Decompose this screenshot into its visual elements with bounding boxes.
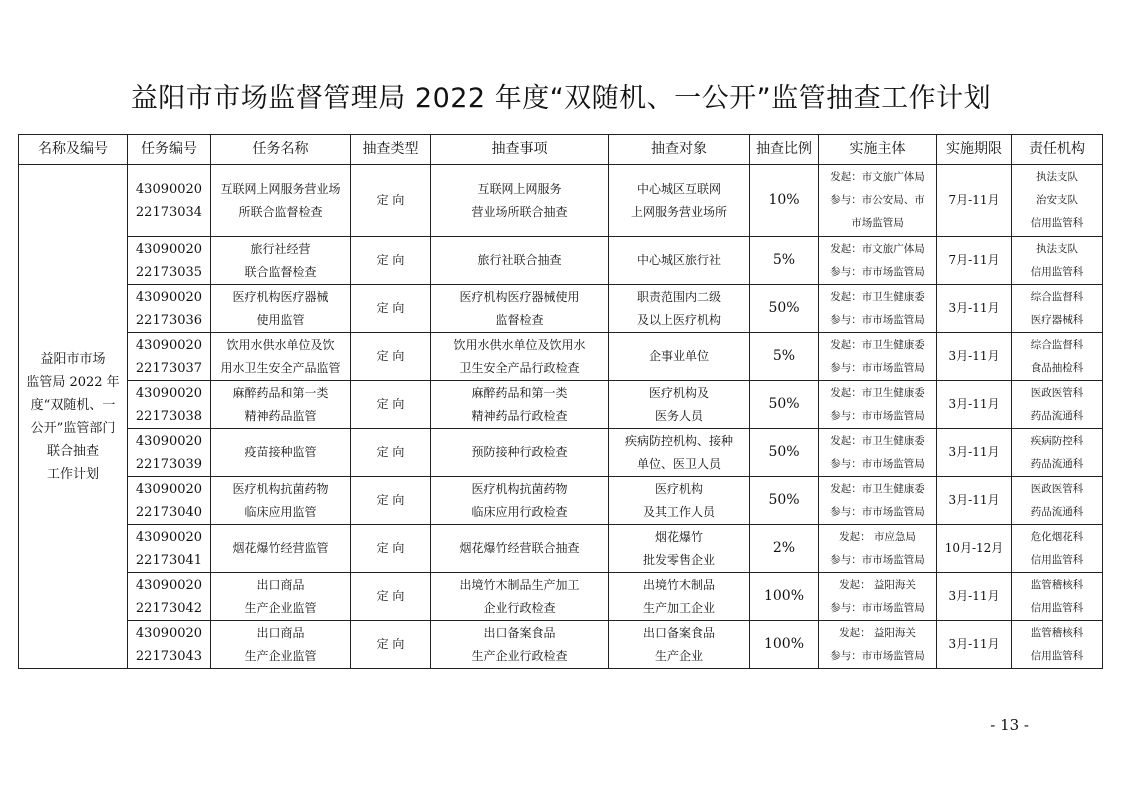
group-name-line: 监管局 2022 年: [26, 374, 120, 390]
header-cell: 实施期限: [937, 135, 1012, 165]
inspection-ratio-cell: 100%: [750, 573, 819, 621]
implementation-period-cell: 3月-11月: [937, 621, 1012, 669]
page-number: - 13 -: [990, 716, 1029, 734]
cell-line: 疫苗接种监管: [244, 445, 317, 459]
cell-line: 上网服务营业场所: [630, 204, 727, 219]
inspection-plan-table: [18, 134, 1103, 669]
table-row: [19, 573, 1103, 621]
implementation-period-cell: 3月-11月: [937, 381, 1012, 429]
cell-line: 参与：市市场监管局: [830, 553, 925, 566]
task-code-cell: [128, 381, 211, 429]
implementing-body-cell: [819, 525, 937, 573]
implementing-body-cell: [819, 237, 937, 285]
document-title: 益阳市市场监督管理局 2022 年度“双随机、一公开”监管抽查工作计划: [130, 83, 992, 114]
cell-line: 参与：市市场监管局: [830, 457, 925, 470]
cell-line: 参与：市市场监管局: [830, 265, 925, 278]
task-code-cell: [128, 525, 211, 573]
cell-line: 烟花爆竹经营监管: [232, 541, 329, 555]
task-name-cell: [211, 621, 351, 669]
cell-line: 临床应用监管: [244, 504, 317, 519]
cell-line: 综合监督科: [1030, 338, 1084, 351]
implementation-period-cell: 7月-11月: [937, 165, 1012, 237]
header-cell: 任务编号: [128, 135, 211, 165]
cell-line: 烟花爆竹: [654, 529, 703, 544]
task-code-cell: [128, 621, 211, 669]
cell-line: 信用监管科: [1030, 649, 1084, 662]
cell-line: 药品流通科: [1030, 505, 1084, 518]
cell-line: 疾病防控机构、接种: [624, 433, 733, 448]
implementing-body-cell: [819, 477, 937, 525]
cell-line: 出境竹木制品: [642, 577, 715, 592]
cell-line: 危化烟花科: [1030, 530, 1084, 543]
inspection-item-cell: [431, 573, 609, 621]
task-name-cell: [211, 381, 351, 429]
cell-line: 43090020: [135, 241, 203, 257]
task-code-cell: [128, 429, 211, 477]
cell-line: 22173037: [135, 360, 203, 376]
responsible-org-cell: [1012, 573, 1103, 621]
table-row: [19, 285, 1103, 333]
cell-line: 22173041: [135, 552, 203, 568]
cell-line: 生产企业行政检查: [471, 648, 568, 663]
cell-line: 企事业单位: [648, 349, 709, 363]
inspection-ratio-cell: 50%: [750, 477, 819, 525]
cell-line: 发起：市文旅广体局: [830, 171, 925, 183]
inspection-item-cell: [431, 333, 609, 381]
cell-line: 22173034: [135, 204, 203, 220]
inspection-object-cell: [609, 237, 750, 285]
inspection-ratio-cell: 50%: [750, 285, 819, 333]
inspection-ratio-cell: 50%: [750, 429, 819, 477]
cell-line: 发起：市文旅广体局: [830, 242, 925, 255]
inspection-ratio-cell: 5%: [750, 237, 819, 285]
plan-group-name-cell: [19, 165, 128, 669]
group-name-line: 公开”监管部门: [30, 420, 116, 436]
inspection-object-cell: [609, 477, 750, 525]
cell-line: 互联网上网服务营业场: [220, 181, 341, 196]
cell-line: 药品流通科: [1030, 409, 1084, 422]
cell-line: 饮用水供水单位及饮用水: [453, 337, 586, 352]
cell-line: 食品抽检科: [1030, 361, 1084, 374]
table-row: [19, 621, 1103, 669]
implementing-body-cell: [819, 621, 937, 669]
implementation-period-cell: 3月-11月: [937, 573, 1012, 621]
cell-line: 参与：市市场监管局: [830, 649, 925, 662]
responsible-org-cell: [1012, 525, 1103, 573]
group-name-line: 度“双随机、一: [30, 397, 116, 413]
inspection-item-cell: [431, 165, 609, 237]
implementation-period-cell: 3月-11月: [937, 285, 1012, 333]
implementing-body-cell: [819, 333, 937, 381]
cell-line: 发起：市卫生健康委: [830, 482, 925, 495]
cell-line: 生产企业监管: [244, 648, 317, 663]
cell-line: 旅行社联合抽查: [477, 253, 562, 267]
cell-line: 出口商品: [256, 577, 305, 592]
cell-line: 出口商品: [256, 625, 305, 640]
cell-line: 22173035: [135, 264, 203, 280]
task-name-cell: [211, 333, 351, 381]
cell-line: 出境竹木制品生产加工: [459, 577, 580, 592]
inspection-ratio-cell: 2%: [750, 525, 819, 573]
cell-line: 43090020: [135, 577, 203, 593]
inspection-object-cell: [609, 429, 750, 477]
cell-line: 参与：市市场监管局: [830, 505, 925, 518]
inspection-type-cell: 定 向: [351, 333, 431, 381]
cell-line: 信用监管科: [1030, 601, 1084, 614]
responsible-org-cell: [1012, 285, 1103, 333]
cell-line: 医政医管科: [1030, 482, 1084, 495]
inspection-type-cell: 定 向: [351, 237, 431, 285]
cell-line: 市场监管局: [851, 217, 904, 229]
cell-line: 信用监管科: [1030, 217, 1084, 229]
implementation-period-cell: 7月-11月: [937, 237, 1012, 285]
implementation-period-cell: 3月-11月: [937, 333, 1012, 381]
cell-line: 参与：市市场监管局: [830, 313, 925, 326]
inspection-type-cell: 定 向: [351, 381, 431, 429]
cell-line: 执法支队: [1036, 171, 1078, 183]
task-code-cell: [128, 477, 211, 525]
cell-line: 22173039: [135, 456, 203, 472]
cell-line: 监管稽核科: [1030, 578, 1084, 591]
implementing-body-cell: [819, 573, 937, 621]
inspection-ratio-cell: 10%: [750, 165, 819, 237]
inspection-type-cell: 定 向: [351, 573, 431, 621]
cell-line: 22173036: [135, 312, 203, 328]
responsible-org-cell: [1012, 477, 1103, 525]
cell-line: 医政医管科: [1030, 386, 1084, 399]
cell-line: 医疗机构医疗器械: [232, 289, 329, 304]
group-name-line: 益阳市市场: [40, 351, 106, 367]
cell-line: 麻醉药品和第一类: [471, 385, 568, 400]
cell-line: 43090020: [135, 181, 203, 197]
cell-line: 监管稽核科: [1030, 626, 1084, 639]
cell-line: 营业场所联合抽查: [471, 204, 568, 219]
implementing-body-cell: [819, 285, 937, 333]
cell-line: 22173043: [135, 648, 203, 664]
cell-line: 联合监督检查: [244, 264, 317, 279]
inspection-item-cell: [431, 525, 609, 573]
cell-line: 卫生安全产品行政检查: [459, 360, 580, 375]
cell-line: 22173038: [135, 408, 203, 424]
cell-line: 职责范围内二级: [636, 289, 721, 304]
inspection-object-cell: [609, 285, 750, 333]
implementing-body-cell: [819, 165, 937, 237]
header-cell: 责任机构: [1012, 135, 1103, 165]
inspection-type-cell: 定 向: [351, 165, 431, 237]
cell-line: 所联合监督检查: [238, 204, 323, 219]
cell-line: 医务人员: [654, 408, 703, 423]
cell-line: 22173042: [135, 600, 203, 616]
header-cell: 抽查比例: [750, 135, 819, 165]
task-code-cell: [128, 573, 211, 621]
inspection-item-cell: [431, 381, 609, 429]
task-name-cell: [211, 573, 351, 621]
cell-line: 发起： 益阳海关: [839, 626, 916, 639]
group-name-line: 联合抽查: [46, 443, 99, 459]
inspection-ratio-cell: 100%: [750, 621, 819, 669]
responsible-org-cell: [1012, 429, 1103, 477]
table-row: [19, 477, 1103, 525]
task-name-cell: [211, 165, 351, 237]
cell-line: 医疗机构医疗器械使用: [459, 289, 580, 304]
table-row: [19, 237, 1103, 285]
task-name-cell: [211, 525, 351, 573]
cell-line: 中心城区旅行社: [636, 253, 721, 267]
cell-line: 生产加工企业: [642, 600, 715, 615]
inspection-object-cell: [609, 381, 750, 429]
cell-line: 参与：市市场监管局: [830, 409, 925, 422]
cell-line: 生产企业: [654, 648, 703, 663]
cell-line: 精神药品行政检查: [471, 408, 568, 423]
cell-line: 医疗机构及: [648, 385, 709, 400]
inspection-type-cell: 定 向: [351, 285, 431, 333]
task-code-cell: [128, 237, 211, 285]
cell-line: 综合监督科: [1030, 290, 1084, 303]
table-row: [19, 525, 1103, 573]
cell-line: 医疗机构抗菌药物: [471, 481, 568, 496]
inspection-type-cell: 定 向: [351, 525, 431, 573]
inspection-object-cell: [609, 525, 750, 573]
header-cell: 任务名称: [211, 135, 351, 165]
cell-line: 发起：市卫生健康委: [830, 434, 925, 447]
cell-line: 医疗器械科: [1030, 313, 1084, 326]
cell-line: 发起：市卫生健康委: [830, 338, 925, 351]
implementing-body-cell: [819, 429, 937, 477]
cell-line: 旅行社经营: [250, 241, 311, 256]
header-cell: 抽查对象: [609, 135, 750, 165]
cell-line: 发起： 益阳海关: [839, 578, 916, 591]
cell-line: 企业行政检查: [483, 600, 556, 615]
inspection-item-cell: [431, 621, 609, 669]
cell-line: 及以上医疗机构: [636, 312, 721, 327]
cell-line: 参与：市市场监管局: [830, 361, 925, 374]
cell-line: 执法支队: [1036, 242, 1078, 255]
task-name-cell: [211, 477, 351, 525]
cell-line: 43090020: [135, 289, 203, 305]
cell-line: 生产企业监管: [244, 600, 317, 615]
task-name-cell: [211, 429, 351, 477]
cell-line: 烟花爆竹经营联合抽查: [459, 541, 580, 555]
cell-line: 单位、医卫人员: [636, 456, 721, 471]
table-header-row: [19, 135, 1103, 165]
task-code-cell: [128, 165, 211, 237]
task-code-cell: [128, 333, 211, 381]
responsible-org-cell: [1012, 621, 1103, 669]
cell-line: 预防接种行政检查: [471, 445, 568, 459]
cell-line: 中心城区互联网: [636, 181, 721, 196]
cell-line: 参与：市公安局、市: [830, 194, 925, 206]
cell-line: 饮用水供水单位及饮: [226, 337, 335, 352]
inspection-object-cell: [609, 333, 750, 381]
task-name-cell: [211, 285, 351, 333]
cell-line: 麻醉药品和第一类: [232, 385, 329, 400]
header-cell: 名称及编号: [19, 135, 128, 165]
cell-line: 43090020: [135, 433, 203, 449]
cell-line: 药品流通科: [1030, 457, 1084, 470]
cell-line: 信用监管科: [1030, 553, 1084, 566]
cell-line: 批发零售企业: [642, 552, 715, 567]
inspection-type-cell: 定 向: [351, 429, 431, 477]
cell-line: 43090020: [135, 385, 203, 401]
cell-line: 发起：市卫生健康委: [830, 386, 925, 399]
cell-line: 参与：市市场监管局: [830, 601, 925, 614]
cell-line: 用水卫生安全产品监管: [220, 360, 341, 375]
task-code-cell: [128, 285, 211, 333]
table-row: [19, 165, 1103, 237]
inspection-item-cell: [431, 237, 609, 285]
cell-line: 发起： 市应急局: [839, 530, 916, 543]
cell-line: 互联网上网服务: [477, 181, 562, 196]
implementing-body-cell: [819, 381, 937, 429]
responsible-org-cell: [1012, 165, 1103, 237]
responsible-org-cell: [1012, 237, 1103, 285]
inspection-item-cell: [431, 285, 609, 333]
inspection-type-cell: 定 向: [351, 477, 431, 525]
cell-line: 信用监管科: [1030, 265, 1084, 278]
group-name-line: 工作计划: [46, 466, 99, 482]
implementation-period-cell: 10月-12月: [937, 525, 1012, 573]
table-row: [19, 429, 1103, 477]
inspection-object-cell: [609, 573, 750, 621]
cell-line: 疾病防控科: [1030, 434, 1084, 447]
table-row: [19, 381, 1103, 429]
cell-line: 43090020: [135, 529, 203, 545]
cell-line: 医疗机构: [654, 481, 703, 496]
cell-line: 出口备案食品: [483, 625, 556, 640]
inspection-object-cell: [609, 165, 750, 237]
responsible-org-cell: [1012, 333, 1103, 381]
task-name-cell: [211, 237, 351, 285]
cell-line: 使用监管: [256, 312, 305, 327]
cell-line: 精神药品监管: [244, 408, 317, 423]
inspection-type-cell: 定 向: [351, 621, 431, 669]
inspection-object-cell: [609, 621, 750, 669]
cell-line: 43090020: [135, 337, 203, 353]
inspection-ratio-cell: 50%: [750, 381, 819, 429]
cell-line: 22173040: [135, 504, 203, 520]
implementation-period-cell: 3月-11月: [937, 429, 1012, 477]
inspection-item-cell: [431, 429, 609, 477]
cell-line: 监督检查: [495, 312, 544, 327]
implementation-period-cell: 3月-11月: [937, 477, 1012, 525]
cell-line: 治安支队: [1036, 194, 1078, 206]
cell-line: 43090020: [135, 625, 203, 641]
inspection-item-cell: [431, 477, 609, 525]
cell-line: 43090020: [135, 481, 203, 497]
cell-line: 出口备案食品: [642, 625, 715, 640]
header-cell: 实施主体: [819, 135, 937, 165]
table-row: [19, 333, 1103, 381]
inspection-ratio-cell: 5%: [750, 333, 819, 381]
cell-line: 医疗机构抗菌药物: [232, 481, 329, 496]
cell-line: 及其工作人员: [642, 504, 715, 519]
cell-line: 临床应用行政检查: [471, 504, 568, 519]
cell-line: 发起：市卫生健康委: [830, 290, 925, 303]
header-cell: 抽查类型: [351, 135, 431, 165]
responsible-org-cell: [1012, 381, 1103, 429]
header-cell: 抽查事项: [431, 135, 609, 165]
